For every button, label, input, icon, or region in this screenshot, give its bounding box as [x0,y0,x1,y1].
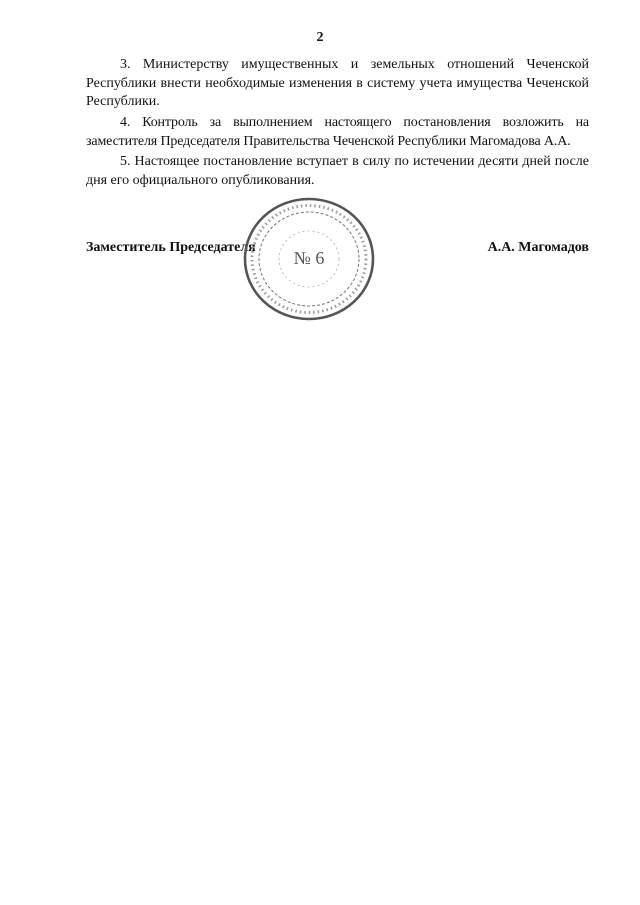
paragraph-3: 3. Министерству имущественных и земельных отношений Чеченской Республики внести необходимые изменения в систему учета имущества Чеченской Республики. [86,57,589,109]
signature-block [86,240,589,260]
signatory-title: Заместитель Председателя [86,240,256,255]
paragraph-5: 5. Настоящее постановление вступает в силу по истечении десяти дней после дня его официального опубликования. [86,154,589,188]
seal-number: № 6 [293,248,325,268]
page-number: 2 [316,30,324,45]
paragraph-4: 4. Контроль за выполнением настоящего постановления возложить на заместителя Председателя Правительства Чеченской Республики Магомадова А.А. [86,115,589,149]
signatory-name: А.А. Магомадов [487,240,589,255]
